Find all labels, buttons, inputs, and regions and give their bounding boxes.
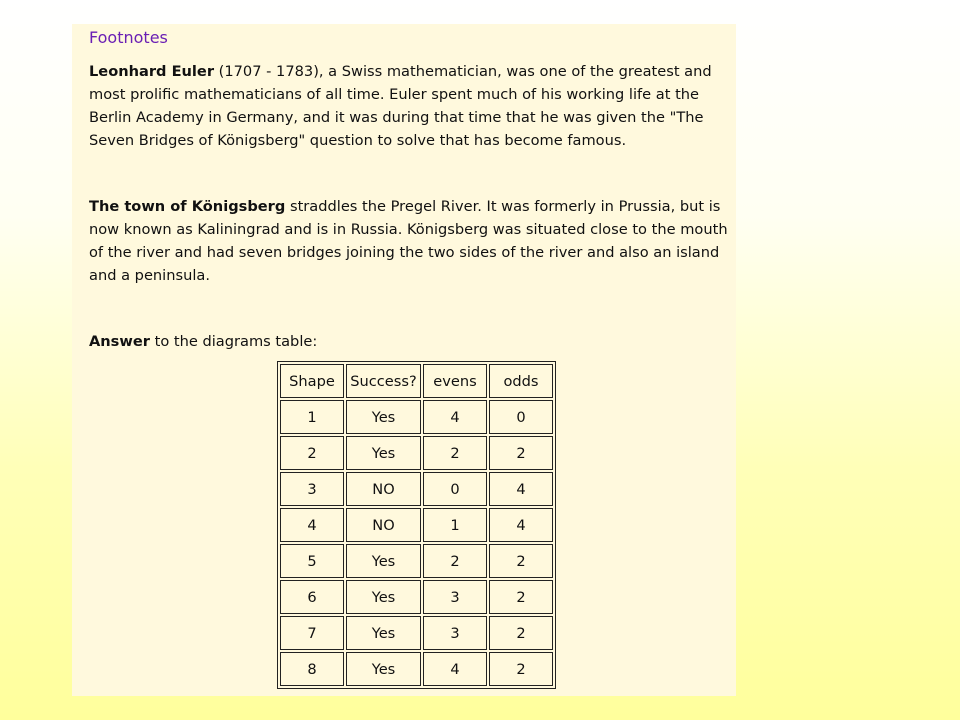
cell-evens: 3 — [423, 616, 487, 650]
table-row — [280, 544, 553, 578]
cell-shape: 2 — [280, 436, 344, 470]
cell-shape: 5 — [280, 544, 344, 578]
answer-table — [277, 361, 556, 689]
euler-bold-term: Leonhard Euler — [89, 63, 215, 80]
cell-odds: 4 — [489, 472, 553, 506]
table-row — [280, 616, 553, 650]
cell-odds: 2 — [489, 616, 553, 650]
page-title: Footnotes — [89, 28, 168, 47]
euler-text: (1707 - 1783), a Swiss mathematician, was one of the greatest and most prolific mathematicians of all time. Euler spent much of his working life at the Berlin Academy in Germany, and it was during that time that he was given the "The Seven Bridges of Königsberg" question to solve that has become famous. — [89, 63, 712, 149]
column-header-evens: evens — [423, 364, 487, 398]
town-bold-term: The town of Königsberg — [89, 198, 286, 215]
column-header-success: Success? — [346, 364, 421, 398]
cell-success: Yes — [346, 616, 421, 650]
cell-success: Yes — [346, 580, 421, 614]
cell-evens: 4 — [423, 652, 487, 686]
answer-bold-term: Answer — [89, 333, 150, 350]
cell-evens: 4 — [423, 400, 487, 434]
town-text: straddles the Pregel River. It was formerly in Prussia, but is now known as Kaliningrad and is in Russia. Königsberg was situated close to the mouth of the river and had seven bridges joining the two sides of the river and also an island and a peninsula. — [89, 198, 728, 284]
town-paragraph — [89, 195, 739, 287]
cell-evens: 2 — [423, 436, 487, 470]
euler-paragraph — [89, 60, 739, 152]
cell-success: Yes — [346, 544, 421, 578]
cell-success: Yes — [346, 400, 421, 434]
footnotes-panel — [72, 24, 736, 696]
cell-success: NO — [346, 472, 421, 506]
cell-evens: 0 — [423, 472, 487, 506]
cell-odds: 2 — [489, 652, 553, 686]
cell-odds: 2 — [489, 580, 553, 614]
cell-shape: 7 — [280, 616, 344, 650]
table-row — [280, 580, 553, 614]
column-header-shape: Shape — [280, 364, 344, 398]
cell-shape: 3 — [280, 472, 344, 506]
cell-odds: 2 — [489, 436, 553, 470]
table-row — [280, 400, 553, 434]
cell-shape: 1 — [280, 400, 344, 434]
cell-odds: 4 — [489, 508, 553, 542]
cell-evens: 3 — [423, 580, 487, 614]
table-header-row — [280, 364, 553, 398]
cell-shape: 6 — [280, 580, 344, 614]
cell-odds: 0 — [489, 400, 553, 434]
table-row — [280, 652, 553, 686]
column-header-odds: odds — [489, 364, 553, 398]
cell-success: Yes — [346, 436, 421, 470]
cell-evens: 2 — [423, 544, 487, 578]
cell-success: Yes — [346, 652, 421, 686]
cell-shape: 4 — [280, 508, 344, 542]
answer-paragraph — [89, 330, 739, 353]
answer-text: to the diagrams table: — [149, 333, 318, 350]
cell-evens: 1 — [423, 508, 487, 542]
cell-odds: 2 — [489, 544, 553, 578]
cell-success: NO — [346, 508, 421, 542]
table-row — [280, 508, 553, 542]
table-row — [280, 472, 553, 506]
cell-shape: 8 — [280, 652, 344, 686]
table-row — [280, 436, 553, 470]
